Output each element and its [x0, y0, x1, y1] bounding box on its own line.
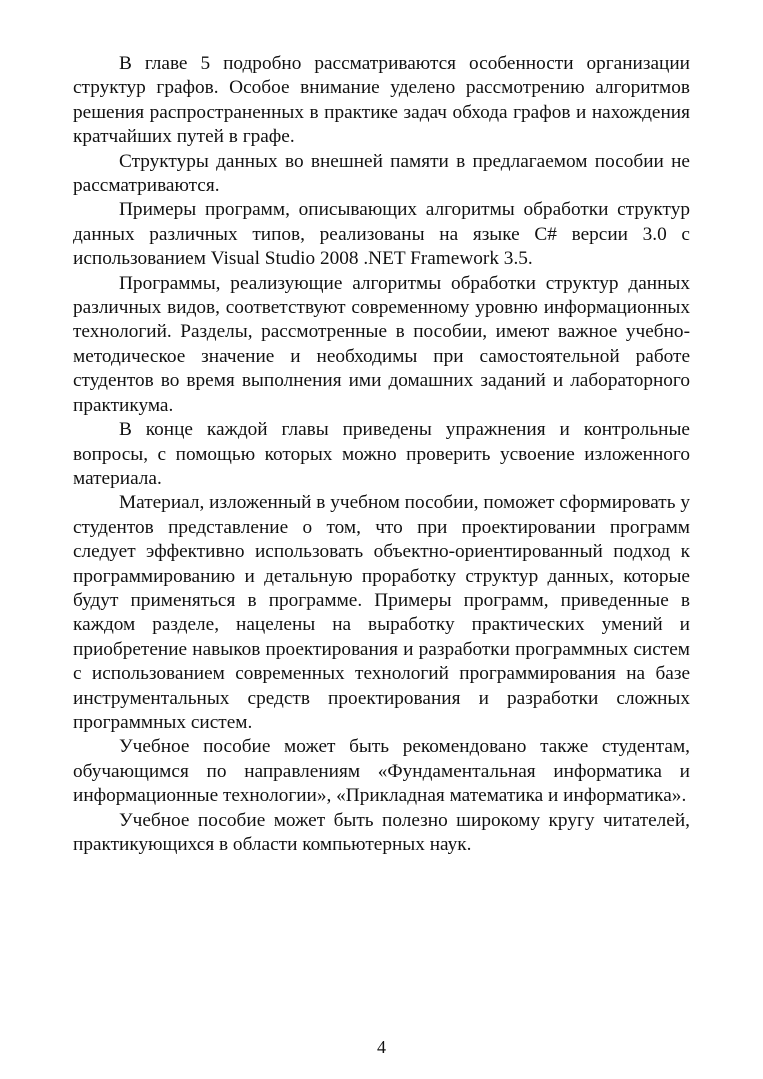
- paragraph-8: Учебное пособие может быть полезно широкому кругу читателей, практикующихся в области компьютерных наук.: [73, 809, 690, 855]
- paragraph-7: Учебное пособие может быть рекомендовано также студентам, обучающимся по направлениям «Фундаментальная информатика и информационные технологии», «Прикладная математика и информатика».: [73, 736, 690, 807]
- paragraph-4: Программы, реализующие алгоритмы обработки структур данных различных видов, соответствуют современному уровню информационных технологий. Разделы, рассмотренные в пособии, имеют важное учебно-методическое значение и необходимы при самостоятельной работе студентов во время выполнения ими домашних заданий и лабораторного практикума.: [73, 272, 690, 416]
- paragraph-5: В конце каждой главы приведены упражнения и контрольные вопросы, с помощью которых можно проверить усвоение изложенного материала.: [73, 419, 690, 489]
- paragraph-1: В главе 5 подробно рассматриваются особенности организации структур графов. Особое внимание уделено рассмотрению алгоритмов решения распространенных в практике задач обхода графов и нахождения кратчайших путей в графе.: [73, 53, 690, 148]
- paragraph-6: Материал, изложенный в учебном пособии, поможет сформировать у студентов представление о том, что при проектировании программ следует эффективно использовать объектно-ориентированный подход к программированию и детальную проработку структур данных, которые будут применяться в программе. Примеры программ, приведенные в каждом разделе, нацелены на выработку практических умений и приобретение навыков проектирования и разработки программных систем с использованием современных технологий программирования на базе инструментальных средств проектирования и разработки сложных программных систем.: [73, 492, 690, 733]
- page-number: 4: [377, 1037, 386, 1057]
- paragraph-2: Структуры данных во внешней памяти в предлагаемом пособии не рассматриваются.: [73, 150, 690, 197]
- paragraph-3: Примеры программ, описывающих алгоритмы обработки структур данных различных типов, реализованы на языке C# версии 3.0 с использованием Visual Studio 2008 .NET Framework 3.5.: [73, 199, 690, 270]
- body-text: [73, 52, 690, 857]
